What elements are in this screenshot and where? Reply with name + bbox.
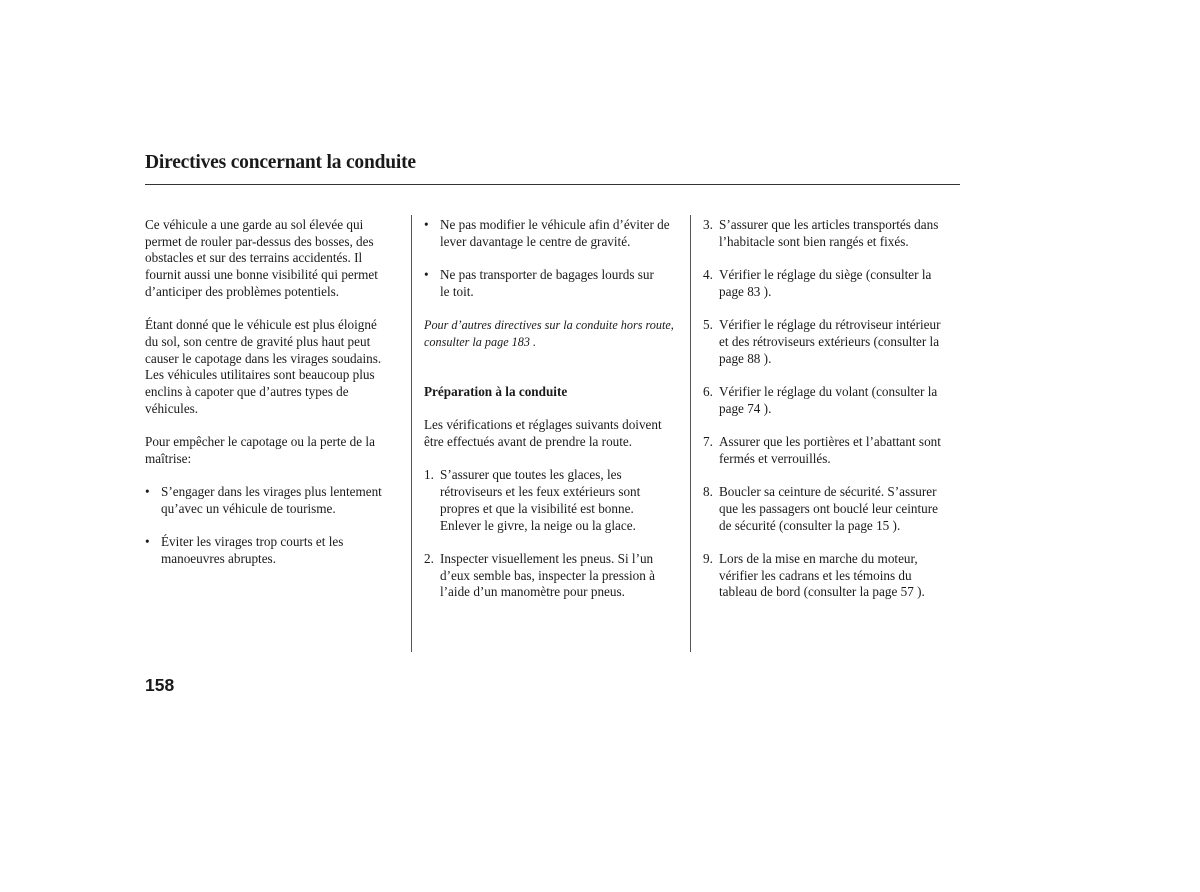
bullet-item [145, 484, 400, 517]
column-divider-1 [411, 215, 412, 652]
item-number: 3. [703, 217, 713, 232]
page-number: 158 [145, 675, 175, 695]
page-title: Directives concernant la conduite [145, 152, 416, 173]
item-number: 9. [703, 550, 713, 566]
bullet-icon: • [145, 534, 150, 550]
numbered-item [424, 467, 684, 534]
item-text: S’assurer que toutes les glaces, les rétroviseurs et les feux extérieurs sont propres et que la visibilité est bonne. Enlever le givre, la neige ou la glace. [440, 467, 641, 533]
item-number: 8. [703, 484, 713, 500]
numbered-item [703, 384, 965, 417]
numbered-item [424, 551, 684, 601]
section-subheading: Préparation à la conduite [424, 383, 568, 399]
item-text: Boucler sa ceinture de sécurité. S’assurer que les passagers ont bouclé leur ceinture de sécurité (consulter la page 15 ). [719, 484, 938, 533]
column-3 [703, 217, 965, 618]
bullet-icon: • [145, 484, 150, 500]
bullet-text: Éviter les virages trop courts et les manoeuvres abruptes. [161, 534, 344, 566]
item-text: Vérifier le réglage du rétroviseur intérieur et des rétroviseurs extérieurs (consulter la page 88 ). [719, 317, 941, 366]
numbered-item [703, 317, 965, 367]
item-text: Assurer que les portières et l’abattant sont fermés et verrouillés. [719, 434, 941, 466]
column-2 [424, 217, 684, 618]
numbered-item [703, 434, 965, 467]
bullet-item [424, 217, 684, 250]
item-text: Inspecter visuellement les pneus. Si l’un d’eux semble bas, inspecter la pression à l’aide d’un manomètre pour pneus. [440, 550, 655, 600]
section-block [424, 367, 684, 451]
numbered-item [703, 484, 965, 534]
paragraph: Pour empêcher le capotage ou la perte de la maîtrise: [145, 434, 375, 466]
bullet-text: S’engager dans les virages plus lentement qu’avec un véhicule de tourisme. [161, 484, 382, 516]
bullet-text: Ne pas modifier le véhicule afin d’éviter de lever davantage le centre de gravité. [440, 217, 670, 249]
column-1 [145, 217, 400, 584]
bullet-icon: • [424, 267, 429, 283]
numbered-item [703, 551, 965, 601]
cross-reference-note: Pour d’autres directives sur la conduite hors route, consulter la page 183 . [424, 318, 674, 349]
item-text: Lors de la mise en marche du moteur, vérifier les cadrans et les témoins du tableau de bord (consulter la page 57 ). [719, 550, 925, 600]
numbered-item [703, 267, 965, 300]
bullet-icon: • [424, 217, 429, 232]
item-text: Vérifier le réglage du siège (consulter la page 83 ). [719, 267, 932, 299]
item-number: 5. [703, 317, 713, 333]
bullet-text: Ne pas transporter de bagages lourds sur le toit. [440, 267, 654, 299]
item-number: 6. [703, 383, 713, 399]
item-number: 4. [703, 267, 713, 283]
column-divider-2 [690, 215, 691, 652]
paragraph: Étant donné que le véhicule est plus éloigné du sol, son centre de gravité plus haut peut causer le capotage dans les virages soudains. Les véhicules utilitaires sont beaucoup plus enclins à capoter que d’autres types de véhicules. [145, 317, 382, 416]
item-number: 7. [703, 434, 713, 450]
item-number: 1. [424, 467, 434, 483]
item-text: Vérifier le réglage du volant (consulter la page 74 ). [719, 383, 938, 416]
section-intro: Les vérifications et réglages suivants doivent être effectués avant de prendre la route. [424, 417, 662, 450]
item-number: 2. [424, 550, 434, 566]
bullet-item [424, 267, 684, 300]
bullet-item [145, 534, 400, 567]
paragraph: Ce véhicule a une garde au sol élevée qui permet de rouler par-dessus des bosses, des obstacles et sur des terrains accidentés. Il fournit aussi une bonne visibilité qui permet d’anticiper des problèmes potentiels. [145, 217, 378, 299]
title-rule [145, 184, 960, 185]
item-text: S’assurer que les articles transportés dans l’habitacle sont bien rangés et fixés. [719, 217, 939, 249]
numbered-item [703, 217, 965, 250]
